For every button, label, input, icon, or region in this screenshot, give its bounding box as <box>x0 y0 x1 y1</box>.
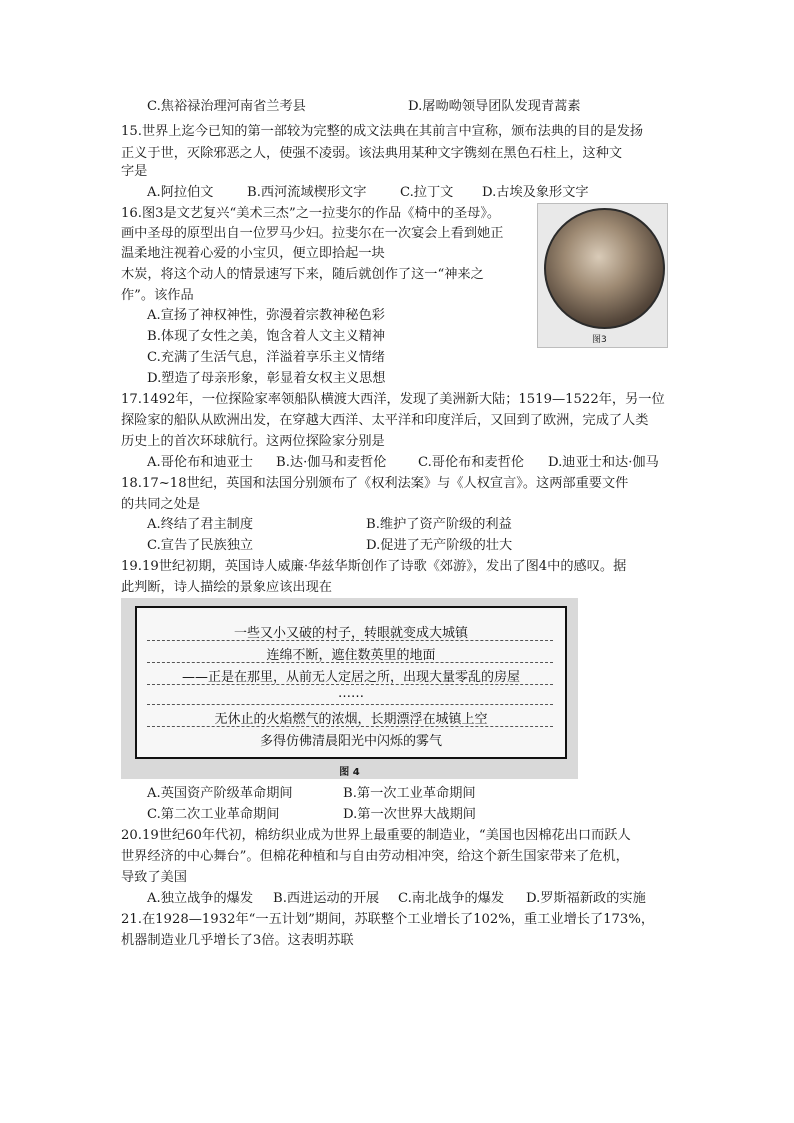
figure-3-madonna-painting <box>537 203 668 348</box>
q14-option-d: D.屠呦呦领导团队发现青蒿素 <box>408 99 581 114</box>
poem-line-6: 多得仿佛清晨阳光中闪烁的雾气 <box>259 734 442 749</box>
q16-stem-line-3: 温柔地注视着心爱的小宝贝，便立即拾起一块 <box>121 246 385 261</box>
q15-stem-line-1: 15.世界上迄今已知的第一部较为完整的成文法典在其前言中宣称，颁布法典的目的是发扬 <box>121 124 644 139</box>
q20-option-b: B.西进运动的开展 <box>273 891 380 906</box>
q17-stem-line-3: 历史上的首次环球航行。这两位探险家分别是 <box>121 434 385 449</box>
q20-option-c: C.南北战争的爆发 <box>398 891 505 906</box>
q19-stem-line-2: 此判断，诗人描绘的景象应该出现在 <box>121 580 332 595</box>
figure-4-caption: 图 4 <box>339 767 360 778</box>
q17-option-c: C.哥伦布和麦哲伦 <box>418 455 525 470</box>
q16-option-b: B.体现了女性之美，饱含着人文主义精神 <box>147 329 386 344</box>
poem-line-5: 无休止的火焰燃气的浓烟，长期漂浮在城镇上空 <box>214 712 488 727</box>
q15-stem-line-3: 字是 <box>121 164 148 179</box>
q15-stem-line-2: 正义于世，灭除邪恶之人，使强不凌弱。该法典用某种文字镌刻在黑色石柱上，这种文 <box>121 146 623 161</box>
q16-stem-line-4: 木炭，将这个动人的情景速写下来，随后就创作了这一“神来之 <box>121 267 484 282</box>
poem-line-3: ——正是在那里，从前无人定居之所，出现大量零乱的房屋 <box>181 670 520 685</box>
q21-stem-line-2: 机器制造业几乎增长了3倍。这表明苏联 <box>121 933 354 948</box>
q18-option-d: D.促进了无产阶级的壮大 <box>366 538 513 553</box>
q17-stem-line-1: 17.1492年，一位探险家率领船队横渡大西洋，发现了美洲新大陆；1519—1522年，另一位 <box>121 392 665 407</box>
q18-option-c: C.宣告了民族独立 <box>147 538 254 553</box>
q15-option-b: B.西河流域楔形文字 <box>247 185 367 200</box>
q20-stem-line-2: 世界经济的中心舞台”。但棉花种植和与自由劳动相冲突，给这个新生国家带来了危机， <box>121 849 629 864</box>
q16-option-a: A.宣扬了神权神性，弥漫着宗教神秘色彩 <box>147 308 385 323</box>
q17-stem-line-2: 探险家的船队从欧洲出发，在穿越大西洋、太平洋和印度洋后，又回到了欧洲，完成了人类 <box>121 413 649 428</box>
q16-stem-line-1: 16.图3是文艺复兴“美术三杰”之一拉斐尔的作品《椅中的圣母》。 <box>121 206 501 221</box>
figure-4-poem-board <box>121 598 578 779</box>
q20-stem-line-1: 20.19世纪60年代初，棉纺织业成为世界上最重要的制造业，“美国也因棉花出口而跃人 <box>121 828 631 843</box>
q17-option-b: B.达·伽马和麦哲伦 <box>276 455 387 470</box>
q20-stem-line-3: 导致了美国 <box>121 870 187 885</box>
poem-rule <box>147 640 553 641</box>
q17-option-d: D.迪亚士和达·伽马 <box>548 455 659 470</box>
q20-option-a: A.独立战争的爆发 <box>147 891 254 906</box>
q20-option-d: D.罗斯福新政的实施 <box>526 891 646 906</box>
q16-option-c: C.充满了生活气息，洋溢着享乐主义情绪 <box>147 350 385 365</box>
poem-rule <box>147 684 553 685</box>
q21-stem-line-1: 21.在1928—1932年“一五计划”期间，苏联整个工业增长了102%，重工业增长了173%， <box>121 912 655 927</box>
poem-rule <box>147 704 553 705</box>
q17-option-a: A.哥伦布和迪亚士 <box>147 455 254 470</box>
q18-option-b: B.维护了资产阶级的利益 <box>366 517 512 532</box>
q15-option-c: C.拉丁文 <box>400 185 454 200</box>
poem-board <box>135 606 567 759</box>
q19-option-d: D.第一次世界大战期间 <box>343 807 476 822</box>
q19-option-b: B.第一次工业革命期间 <box>343 786 476 801</box>
poem-line-1: 一些又小又破的村子，转眼就变成大城镇 <box>233 626 468 641</box>
poem-rule <box>147 662 553 663</box>
tondo-painting-image <box>544 208 665 329</box>
q15-option-a: A.阿拉伯文 <box>147 185 214 200</box>
q16-option-d: D.塑造了母亲形象，彰显着女权主义思想 <box>147 371 386 386</box>
q19-stem-line-1: 19.19世纪初期，英国诗人威廉·华兹华斯创作了诗歌《郊游》，发出了图4中的感叹。据 <box>121 559 627 574</box>
q18-stem-line-1: 18.17~18世纪，英国和法国分别颁布了《权利法案》与《人权宣言》。这两部重要文件 <box>121 476 629 491</box>
q18-stem-line-2: 的共同之处是 <box>121 497 201 512</box>
q14-option-c: C.焦裕禄治理河南省兰考县 <box>147 99 306 114</box>
q18-option-a: A.终结了君主制度 <box>147 517 254 532</box>
q15-option-d: D.古埃及象形文字 <box>482 185 589 200</box>
figure-3-caption: 图3 <box>592 335 607 345</box>
q16-stem-line-2: 画中圣母的原型出自一位罗马少妇。拉斐尔在一次宴会上看到她正 <box>121 226 504 241</box>
poem-rule <box>147 726 553 727</box>
q16-stem-line-5: 作”。该作品 <box>121 288 194 303</box>
q19-option-c: C.第二次工业革命期间 <box>147 807 280 822</box>
poem-line-2: 连绵不断，遮住数英里的地面 <box>266 648 436 663</box>
q19-option-a: A.英国资产阶级革命期间 <box>147 786 293 801</box>
poem-line-4: …… <box>338 686 364 701</box>
